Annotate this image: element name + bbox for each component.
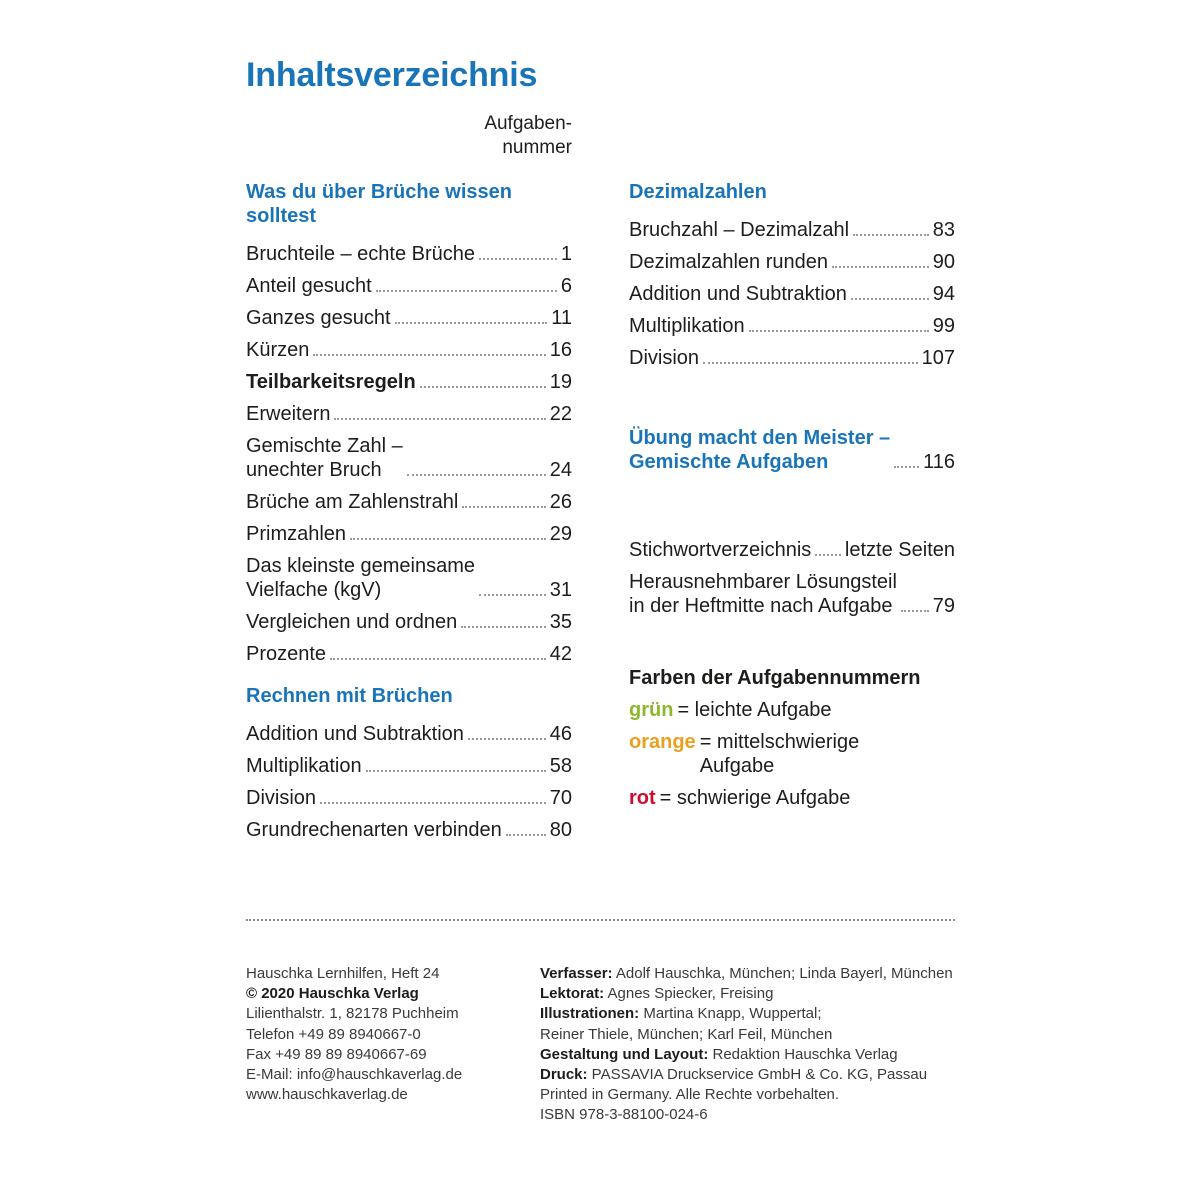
toc-dot-leader [366, 770, 546, 772]
credit-key: Verfasser: [540, 965, 613, 982]
toc-entry-label: Addition und Subtraktion [246, 723, 464, 745]
section-heading: Was du über Brüche wissen solltest [246, 181, 512, 227]
toc-right-column [629, 180, 955, 818]
section-heading: Dezimalzahlen [629, 181, 767, 203]
credit-line [540, 1045, 960, 1065]
toc-entry-number: 107 [921, 347, 955, 369]
toc-dot-leader [462, 506, 545, 508]
legend-title: Farben der Aufgabennummern [629, 667, 921, 689]
toc-entry[interactable] [246, 298, 572, 330]
toc-entry-label: Kürzen [246, 339, 310, 361]
toc-dot-leader [313, 354, 545, 356]
toc-entry-number: 42 [549, 643, 572, 665]
credit-line [540, 1025, 960, 1045]
toc-dot-leader [330, 658, 546, 660]
legend-color-word: orange [629, 731, 696, 753]
toc-entry-label: Teilbarkeitsregeln [246, 371, 416, 393]
toc-entry[interactable] [629, 562, 955, 618]
section-gap [629, 474, 955, 530]
credit-line [540, 964, 960, 984]
publisher-line: www.hauschkaverlag.de [246, 1086, 408, 1104]
toc-entry-number: 22 [549, 403, 572, 425]
toc-entry-label: Multiplikation [246, 755, 362, 777]
toc-entry-number: 46 [549, 723, 572, 745]
toc-entry[interactable] [246, 426, 572, 482]
toc-entry-label: Gemischte Zahl – unechter Bruch [246, 435, 403, 481]
toc-entry-number: 70 [549, 787, 572, 809]
credit-value: Reiner Thiele, München; Karl Feil, München [540, 1025, 833, 1043]
toc-entry[interactable] [246, 634, 572, 666]
toc-entry-number: 1 [560, 243, 572, 265]
credit-value: Printed in Germany. Alle Rechte vorbehalten. [540, 1086, 840, 1104]
publisher-line: Telefon +49 89 8940667-0 [246, 1025, 421, 1043]
toc-entry[interactable] [246, 266, 572, 298]
toc-entry-number: 99 [932, 315, 955, 337]
toc-entry-number: 24 [549, 459, 572, 481]
legend-item [629, 786, 955, 810]
toc-dot-leader [420, 386, 546, 388]
toc-dot-leader [479, 258, 557, 260]
column-header-aufgabennummer: Aufgaben- nummer [484, 113, 572, 158]
toc-entry-label: Prozente [246, 643, 327, 665]
credits-info [540, 964, 960, 1126]
legend-description: = mittelschwierige Aufgabe [699, 731, 860, 777]
toc-dot-leader [350, 538, 546, 540]
toc-dot-leader [901, 610, 929, 612]
toc-entry[interactable] [246, 330, 572, 362]
credit-line [540, 1004, 960, 1024]
credit-value: Martina Knapp, Wuppertal; [639, 1005, 822, 1023]
toc-entry-number: 79 [932, 595, 955, 617]
toc-entry-number: 58 [549, 755, 572, 777]
toc-dot-leader [894, 466, 919, 468]
toc-entry-label: Übung macht den Meister – Gemischte Aufgaben [629, 427, 891, 473]
toc-entry-number: 83 [932, 219, 955, 241]
toc-entry-number: 35 [549, 611, 572, 633]
toc-entry[interactable] [246, 714, 572, 746]
toc-entry-label: Multiplikation [629, 315, 745, 337]
toc-entry-label: Primzahlen [246, 523, 347, 545]
credit-key: Lektorat: [540, 985, 605, 1003]
credit-value: Adolf Hauschka, München; Linda Bayerl, München [612, 965, 953, 982]
toc-entry[interactable] [629, 274, 955, 306]
credit-key: Illustrationen: [540, 1005, 640, 1023]
legend-item [629, 730, 955, 778]
legend-description: = leichte Aufgabe [677, 699, 832, 721]
toc-entry-uebung[interactable] [629, 418, 955, 474]
credit-line [540, 1105, 960, 1125]
toc-entry-label: Division [629, 347, 700, 369]
toc-entry[interactable] [246, 482, 572, 514]
publisher-line: Lilienthalstr. 1, 82178 Puchheim [246, 1005, 459, 1023]
publisher-line: © 2020 Hauschka Verlag [246, 985, 419, 1003]
toc-left-column [246, 180, 572, 842]
toc-dot-leader [506, 834, 546, 836]
toc-entry[interactable] [629, 242, 955, 274]
credit-value: PASSAVIA Druckservice GmbH & Co. KG, Passau [587, 1066, 928, 1084]
credit-line [540, 984, 960, 1004]
toc-dot-leader [832, 266, 929, 268]
toc-entry-number: letzte Seiten [844, 539, 955, 561]
toc-entry[interactable] [246, 362, 572, 394]
credit-key: Gestaltung und Layout: [540, 1045, 709, 1063]
toc-entry-number: 90 [932, 251, 955, 273]
toc-entry[interactable] [246, 514, 572, 546]
publisher-info [246, 964, 526, 1105]
legend-item [629, 698, 955, 722]
credit-value: ISBN 978-3-88100-024-6 [540, 1106, 708, 1124]
toc-entry-label: Stichwortverzeichnis [629, 539, 812, 561]
toc-dot-leader [853, 234, 929, 236]
toc-entry-label: Vergleichen und ordnen [246, 611, 458, 633]
toc-entry[interactable] [629, 338, 955, 370]
page-title: Inhaltsverzeichnis [246, 56, 538, 94]
credit-line [540, 1085, 960, 1105]
toc-entry-label: Bruchteile – echte Brüche [246, 243, 476, 265]
toc-dot-leader [461, 626, 545, 628]
toc-dot-leader [815, 554, 841, 556]
section-gap [629, 618, 955, 666]
credit-line [540, 1065, 960, 1085]
toc-dot-leader [851, 298, 929, 300]
credit-key: Druck: [540, 1066, 588, 1084]
toc-entry-label: Brüche am Zahlenstrahl [246, 491, 459, 513]
toc-dot-leader [749, 330, 929, 332]
toc-entry-number: 29 [549, 523, 572, 545]
toc-entry-number: 6 [560, 275, 572, 297]
toc-entry-label: Bruchzahl – Dezimalzahl [629, 219, 850, 241]
toc-dot-leader [479, 594, 546, 596]
toc-entry-label: Ganzes gesucht [246, 307, 391, 329]
toc-entry-number: 19 [549, 371, 572, 393]
toc-entry-label: Herausnehmbarer Lösungsteil in der Heftmitte nach Aufgabe [629, 571, 897, 617]
section-gap [629, 370, 955, 418]
legend-color-word: grün [629, 699, 674, 721]
toc-entry-number: 11 [551, 307, 572, 329]
toc-entry-label: Das kleinste gemeinsame Vielfache (kgV) [246, 555, 475, 601]
toc-entry[interactable] [246, 546, 572, 602]
toc-entry-label: Erweitern [246, 403, 331, 425]
toc-dot-leader [703, 362, 918, 364]
toc-entry-label: Division [246, 787, 317, 809]
toc-entry-label: Anteil gesucht [246, 275, 372, 297]
toc-entry-label: Dezimalzahlen runden [629, 251, 829, 273]
toc-dot-leader [334, 418, 545, 420]
toc-dot-leader [320, 802, 546, 804]
toc-entry[interactable] [246, 234, 572, 266]
section-gap [246, 666, 572, 684]
credit-value: Redaktion Hauschka Verlag [708, 1045, 898, 1063]
toc-entry-number: 94 [932, 283, 955, 305]
toc-entry-number: 80 [549, 819, 572, 841]
section-heading: Rechnen mit Brüchen [246, 685, 453, 707]
publisher-line: Fax +49 89 89 8940667-69 [246, 1045, 427, 1063]
toc-entry[interactable] [246, 810, 572, 842]
toc-entry[interactable] [246, 778, 572, 810]
toc-entry-label: Addition und Subtraktion [629, 283, 847, 305]
toc-entry-label: Grundrechenarten verbinden [246, 819, 502, 841]
toc-entry-number: 26 [549, 491, 572, 513]
toc-dot-leader [376, 290, 557, 292]
publisher-line: E-Mail: info@hauschkaverlag.de [246, 1066, 463, 1084]
credit-value: Agnes Spiecker, Freising [604, 985, 774, 1003]
toc-entry[interactable] [629, 210, 955, 242]
toc-entry-number: 31 [549, 579, 572, 601]
toc-entry[interactable] [629, 306, 955, 338]
toc-entry-number: 16 [549, 339, 572, 361]
footer-separator [246, 919, 955, 921]
toc-entry[interactable] [629, 530, 955, 562]
toc-entry-number: 116 [923, 451, 955, 473]
toc-entry[interactable] [246, 746, 572, 778]
toc-dot-leader [395, 322, 548, 324]
legend-description: = schwierige Aufgabe [659, 787, 851, 809]
toc-dot-leader [407, 474, 546, 476]
legend-color-word: rot [629, 787, 656, 809]
publisher-line: Hauschka Lernhilfen, Heft 24 [246, 965, 440, 982]
toc-dot-leader [468, 738, 546, 740]
toc-entry[interactable] [246, 602, 572, 634]
toc-entry[interactable] [246, 394, 572, 426]
